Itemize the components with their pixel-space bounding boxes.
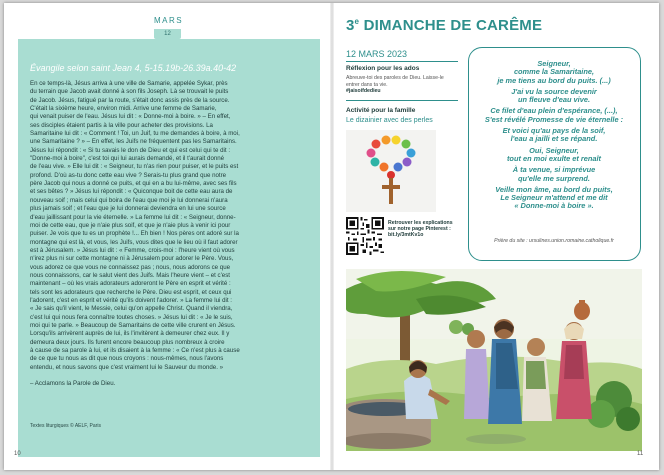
gospel-line: d'eau jaillissant pour la vie éternelle. » La femme lui dit : « Seigneur, donne- (30, 213, 236, 221)
gospel-line: profond. D'où as-tu donc cette eau vive ? Serais-tu plus grand que notre (30, 171, 227, 179)
gospel-line: nouveau soif ; mais celui qui boira de l'eau que moi je lui donnerai n'aura (30, 196, 228, 204)
prayer-line: un fleuve d'eau vive. (518, 95, 590, 105)
gospel-line: Samaritaine lui dit : « Comment ! Toi, un Juif, tu me demandes à boire, à moi, (30, 130, 240, 138)
right-page (332, 3, 659, 470)
prayer-box (468, 47, 641, 261)
prayer-line: comme la Samaritaine, (513, 67, 595, 77)
family-activity-title: Activité pour la famille (346, 107, 416, 114)
gospel-title: Évangile selon saint Jean 4, 5-15.19b-26.39a.40-42 (30, 63, 237, 73)
gospel-line: à cause de sa parole à lui, et ils disaient à la femme : « Ce n'est plus à cause (30, 347, 240, 354)
gospel-line: moi qui te parle. » Beaucoup de Samaritains de cette ville crurent en Jésus. (30, 321, 236, 329)
prayer-line: Et voici qu'au pays de la soif, (502, 126, 606, 136)
hashtag: #jaisoifdedieu (346, 88, 381, 94)
heading-number: 3 (346, 17, 355, 34)
gospel-line: entendu, et nous savons que c'est vraiment lui le Sauveur du monde. » (30, 363, 224, 371)
gospel-line: "Donne-moi à boire", c'est toi qui lui aurais demandé, et il t'aurait donné (30, 155, 225, 163)
gospel-line: une Samaritaine ? » – En effet, les Juifs ne fréquentent pas les Samaritains. (30, 138, 237, 146)
prayer-line: À ta venue, si imprévue (512, 165, 596, 175)
gospel-line: n'irez plus ni sur cette montagne ni à Jérusalem pour adorer le Père. Vous, (30, 255, 234, 263)
prayer-line: Le Seigneur m'attend et me dit (500, 193, 608, 203)
samaritan-well-illustration (346, 269, 642, 451)
gospel-line: plus jamais soif ; et l'eau que je lui donnerai deviendra en lui une source (30, 205, 226, 213)
prayer-line: Ce filet d'eau plein d'espérance, (...), (490, 106, 618, 116)
reflexion-title: Réflexion pour les ados (346, 65, 420, 72)
month-label: MARS (154, 16, 184, 25)
prayer-line: tout en moi exulte et renaît (506, 153, 602, 163)
prayer-line: l'eau a jailli et se répand. (510, 134, 598, 144)
qr-code-icon (346, 217, 384, 255)
gospel-line: est à Jérusalem. » Jésus lui dit : « Femme, crois-moi : l'heure vient où vous (30, 246, 235, 254)
page-number-right: 11 (637, 451, 644, 457)
divider (346, 100, 458, 101)
gospel-line: montagne qui est là, et vous, les Juifs, vous dites que le lieu où il faut adorer (30, 238, 238, 246)
prayer-line: qu'elle me surprend. (518, 173, 590, 183)
gospel-line: demeura deux jours. Ils furent encore beaucoup plus nombreux à croire (30, 338, 225, 346)
gospel-line: maintenant – où les vrais adorateurs adoreront le Père en esprit et vérité : (30, 280, 231, 288)
gospel-line (30, 372, 310, 380)
prayer-line: Seigneur, (537, 59, 571, 68)
prayer-line: « Donne-moi à boire ». (514, 201, 594, 211)
gospel-line: – Acclamons la Parole de Dieu. (30, 380, 116, 388)
gospel-panel (18, 39, 320, 457)
left-page (4, 3, 332, 470)
prayer-lines (469, 60, 639, 211)
gospel-line: puiser. Je vois que tu es un prophète !... Eh bien ! Nos pères ont adoré sur la (30, 230, 239, 238)
family-activity-subtitle: Le dizainier avec des perles (346, 117, 433, 124)
book-spread (4, 3, 659, 470)
reflexion-text: Abreuve-toi des paroles de Dieu. Laisse-le entrer dans ta vie. (346, 75, 444, 88)
page-tab: 12 (154, 29, 181, 39)
gospel-line: du terrain que Jacob avait donné à son fils Joseph. Là se trouvait le puits (30, 88, 229, 96)
gospel-text (30, 80, 310, 389)
prayer-line: J'ai vu la source devenir (511, 86, 597, 96)
gospel-line: de Jacob. Jésus, fatigué par la route, s'était donc assis près de la source. (30, 96, 230, 104)
divider (346, 61, 458, 62)
gospel-line: l'adorent, c'est en esprit et vérité qu'ils doivent l'adorer. » La femme lui dit : (30, 296, 232, 304)
page-number-left: 10 (14, 451, 21, 457)
gospel-line: ses disciples étaient partis à la ville pour acheter des provisions. La (30, 121, 213, 129)
prayer-source: Prière du site : ursulines.union.romaine.catholique.fr (494, 238, 614, 244)
gospel-line: moi de cette eau, que je n'aie plus soif, et que je n'aie plus à venir ici pour (30, 221, 231, 229)
prayer-line: je me tiens au bord du puits. (...) (497, 75, 611, 85)
page-heading (346, 17, 542, 34)
heading-sup: e (354, 17, 360, 26)
gospel-line: c'est lui qui nous fera connaître toutes choses. » Jésus lui dit : « Je le suis, (30, 313, 233, 321)
gospel-line: de ce que tu nous as dit que nous croyons : nous-mêmes, nous l'avons (30, 355, 224, 363)
gospel-line: Lorsqu'ils arrivèrent auprès de lui, ils l'invitèrent à demeurer chez eux. Il y (30, 330, 230, 338)
gospel-line: et ses bêtes ? » Jésus lui répondit : « Quiconque boit de cette eau aura de (30, 188, 233, 196)
prayer-line: Oui, Seigneur, (529, 145, 579, 155)
rosary-photo (346, 130, 436, 212)
gospel-credit: Textes liturgiques © AELF, Paris (30, 423, 101, 429)
prayer-line: S'est révélé Promesse de vie éternelle : (484, 114, 624, 124)
gospel-line: tels sont les adorateurs que recherche le Père. Dieu est esprit, et ceux qui (30, 288, 232, 296)
gospel-line: vous adorez ce que vous ne connaissez pas ; nous, nous adorons ce que (30, 263, 231, 271)
gospel-line: qui venait puiser de l'eau. Jésus lui dit : « Donne-moi à boire. » – En effet, (30, 113, 231, 121)
gospel-line: de l'eau vive. » Elle lui dit : « Seigneur, tu n'as rien pour puiser, et le puits est (30, 163, 239, 171)
gospel-line: père Jacob qui nous a donné ce puits, et qui en a bu lui-même, avec ses fils (30, 180, 237, 188)
prayer-line: Veille mon âme, au bord du puits, (495, 184, 613, 194)
gospel-line: « Je sais qu'il vient, le Messie, celui qu'on appelle Christ. Quand il viendra, (30, 305, 233, 313)
heading-text: DIMANCHE DE CARÊME (359, 17, 543, 34)
gospel-line: Jésus lui répondit : « Si tu savais le don de Dieu et qui est celui qui te dit : (30, 146, 231, 154)
gospel-line: nous connaissons, car le salut vient des Juifs. Mais l'heure vient – et c'est (30, 271, 230, 279)
gospel-line: C'était la sixième heure, environ midi. Arrive une femme de Samarie, (30, 105, 217, 113)
gospel-line: En ce temps-là, Jésus arriva à une ville de Samarie, appelée Sykar, près (30, 80, 228, 87)
qr-caption: Retrouver les explications sur notre page Pinterest : bit.ly/3mtKv1o (388, 220, 453, 239)
date-label: 12 MARS 2023 (346, 49, 408, 59)
